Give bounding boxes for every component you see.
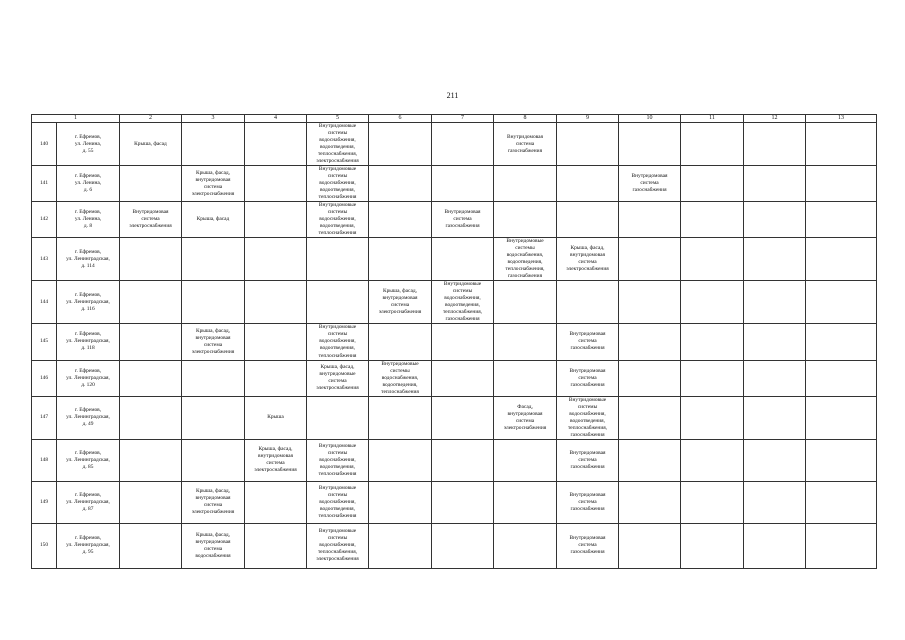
work-cell [806, 396, 877, 439]
work-cell [369, 523, 432, 568]
column-header: 11 [681, 115, 744, 123]
work-cell [744, 523, 806, 568]
header-row [32, 115, 877, 123]
work-cell: Крыша, фасад [182, 202, 245, 238]
work-cell [619, 123, 681, 166]
work-cell: Крыша, фасад, внутридомовая система электроснабжения [557, 238, 619, 281]
work-cell: Внутридомовые системы водоснабжения, водоотведения, теплоснабжения [307, 166, 369, 202]
work-cell [307, 396, 369, 439]
work-cell: Крыша [245, 396, 307, 439]
table-row [32, 238, 877, 281]
work-cell [120, 481, 182, 523]
work-cell [245, 360, 307, 396]
address-cell: г. Ефремов, ул. Ленина, д. 8 [57, 202, 120, 238]
work-cell [369, 123, 432, 166]
work-cell [681, 238, 744, 281]
column-header: 1 [32, 115, 120, 123]
work-cell [494, 324, 557, 360]
page-number: 211 [446, 91, 459, 100]
work-cell [744, 202, 806, 238]
work-cell [369, 202, 432, 238]
work-cell [369, 396, 432, 439]
row-number-cell: 144 [32, 281, 57, 324]
work-cell [806, 439, 877, 481]
work-cell [744, 396, 806, 439]
work-cell [432, 481, 494, 523]
table-row [32, 481, 877, 523]
work-cell: Крыша, фасад, внутридомовая система электроснабжения [182, 166, 245, 202]
table-row [32, 439, 877, 481]
address-cell: г. Ефремов, ул. Ленинградская, д. 87 [57, 481, 120, 523]
column-header: 9 [557, 115, 619, 123]
column-header: 6 [369, 115, 432, 123]
work-cell [245, 123, 307, 166]
work-cell: Внутридомовые системы водоснабжения, водоотведения, теплоснабжения, газоснабжения [494, 238, 557, 281]
work-cell [619, 202, 681, 238]
work-cell: Внутридомовые системы водоснабжения, водоотведения, теплоснабжения [307, 324, 369, 360]
work-cell [120, 166, 182, 202]
work-cell [744, 281, 806, 324]
work-cell: Внутридомовые системы водоснабжения, водоотведения, теплоснабжения [307, 439, 369, 481]
work-cell [245, 481, 307, 523]
work-cell [681, 281, 744, 324]
work-cell [182, 396, 245, 439]
work-cell: Внутридомовая система газоснабжения [619, 166, 681, 202]
work-cell [744, 360, 806, 396]
work-cell [557, 202, 619, 238]
work-cell [120, 324, 182, 360]
work-cell: Внутридомовые системы водоснабжения, теплоснабжения, электроснабжения [307, 523, 369, 568]
work-cell [806, 202, 877, 238]
table-row [32, 123, 877, 166]
table-row [32, 360, 877, 396]
work-cell [494, 481, 557, 523]
work-cell [681, 523, 744, 568]
work-cell [619, 360, 681, 396]
table-row [32, 202, 877, 238]
work-cell [245, 166, 307, 202]
work-cell [806, 166, 877, 202]
column-header: 8 [494, 115, 557, 123]
column-header: 10 [619, 115, 681, 123]
work-cell [432, 360, 494, 396]
work-cell [557, 281, 619, 324]
work-cell [369, 324, 432, 360]
work-cell [432, 166, 494, 202]
work-cell [182, 123, 245, 166]
work-cell: Внутридомовая система газоснабжения [557, 360, 619, 396]
work-cell [681, 166, 744, 202]
work-cell [744, 238, 806, 281]
work-cell [806, 360, 877, 396]
work-cell: Крыша, фасад, внутридомовая система электроснабжения [245, 439, 307, 481]
row-number-cell: 150 [32, 523, 57, 568]
work-cell [619, 281, 681, 324]
work-cell: Внутридомовые системы водоснабжения, водоотведения, теплоснабжения, электроснабжения [307, 123, 369, 166]
table-row [32, 281, 877, 324]
column-header: 5 [307, 115, 369, 123]
work-cell: Внутридомовая система газоснабжения [557, 324, 619, 360]
work-cell: Внутридомовая система газоснабжения [494, 123, 557, 166]
work-cell [432, 396, 494, 439]
work-cell: Внутридомовые системы водоснабжения, водоотведения, теплоснабжения, газоснабжения [557, 396, 619, 439]
work-cell [307, 238, 369, 281]
row-number-cell: 145 [32, 324, 57, 360]
work-cell [681, 324, 744, 360]
work-cell: Внутридомовые системы водоснабжения, водоотведения, теплоснабжения [307, 202, 369, 238]
work-cell [432, 238, 494, 281]
work-cell [369, 238, 432, 281]
work-cell [494, 281, 557, 324]
row-number-cell: 140 [32, 123, 57, 166]
work-cell [806, 324, 877, 360]
row-number-cell: 149 [32, 481, 57, 523]
work-cell [182, 238, 245, 281]
column-header: 13 [806, 115, 877, 123]
address-cell: г. Ефремов, ул. Ленинградская, д. 116 [57, 281, 120, 324]
work-cell [681, 202, 744, 238]
work-cell [494, 166, 557, 202]
work-cell: Фасад, внутридомовая система электроснабжения [494, 396, 557, 439]
row-number-cell: 143 [32, 238, 57, 281]
column-header: 3 [182, 115, 245, 123]
work-cell [120, 360, 182, 396]
work-cell: Крыша, фасад [120, 123, 182, 166]
work-cell [245, 238, 307, 281]
work-cell [120, 238, 182, 281]
work-cell: Внутридомовая система газоснабжения [557, 481, 619, 523]
work-cell [182, 360, 245, 396]
work-cell: Крыша, фасад, внутридомовая система электроснабжения [182, 481, 245, 523]
address-cell: г. Ефремов, ул. Ленинградская, д. 120 [57, 360, 120, 396]
work-cell: Крыша, фасад, внутридомовая система электроснабжения [182, 324, 245, 360]
work-cell [494, 439, 557, 481]
work-cell [619, 481, 681, 523]
work-cell [245, 202, 307, 238]
work-cell [557, 123, 619, 166]
work-cell: Внутридомовые системы водоснабжения, водоотведения, теплоснабжения [369, 360, 432, 396]
work-cell [806, 123, 877, 166]
work-cell [494, 523, 557, 568]
work-cell [307, 281, 369, 324]
work-cell [120, 281, 182, 324]
work-cell: Внутридомовая система газоснабжения [557, 523, 619, 568]
row-number-cell: 141 [32, 166, 57, 202]
work-cell [369, 166, 432, 202]
column-header: 2 [120, 115, 182, 123]
address-cell: г. Ефремов, ул. Ленинградская, д. 95 [57, 523, 120, 568]
work-cell [245, 324, 307, 360]
work-cell [681, 481, 744, 523]
address-cell: г. Ефремов, ул. Ленина, д. 6 [57, 166, 120, 202]
work-cell [806, 481, 877, 523]
column-header: 7 [432, 115, 494, 123]
row-number-cell: 148 [32, 439, 57, 481]
work-cell [681, 439, 744, 481]
work-cell [681, 396, 744, 439]
address-cell: г. Ефремов, ул. Ленинградская, д. 85 [57, 439, 120, 481]
work-cell: Внутридомовые системы водоснабжения, водоотведения, теплоснабжения [307, 481, 369, 523]
work-cell [432, 123, 494, 166]
work-cell [619, 523, 681, 568]
row-number-cell: 146 [32, 360, 57, 396]
work-cell: Крыша, фасад, внутридомовая система водоснабжения [182, 523, 245, 568]
work-cell [369, 481, 432, 523]
work-cell [681, 360, 744, 396]
work-cell [619, 238, 681, 281]
column-header: 4 [245, 115, 307, 123]
work-cell: Крыша, фасад, внутридомовая система электроснабжения [369, 281, 432, 324]
work-cell: Внутридомовая система газоснабжения [557, 439, 619, 481]
table-row [32, 396, 877, 439]
work-cell [182, 439, 245, 481]
work-cell [432, 523, 494, 568]
work-cell [744, 324, 806, 360]
work-cell: Крыша, фасад, внутридомовые система электроснабжения [307, 360, 369, 396]
column-header: 12 [744, 115, 806, 123]
work-cell [806, 281, 877, 324]
work-cell [432, 324, 494, 360]
work-cell [681, 123, 744, 166]
work-cell: Внутридомовая система газоснабжения [432, 202, 494, 238]
row-number-cell: 142 [32, 202, 57, 238]
work-cell [245, 281, 307, 324]
work-cell: Внутридомовые системы водоснабжения, водоотведения, теплоснабжения, газоснабжения [432, 281, 494, 324]
work-cell [120, 439, 182, 481]
work-cell [557, 166, 619, 202]
address-cell: г. Ефремов, ул. Ленинградская, д. 49 [57, 396, 120, 439]
work-cell [744, 481, 806, 523]
address-cell: г. Ефремов, ул. Ленина, д. 55 [57, 123, 120, 166]
work-cell [494, 202, 557, 238]
work-cell [619, 439, 681, 481]
repair-schedule-table [31, 114, 877, 569]
address-cell: г. Ефремов, ул. Ленинградская, д. 118 [57, 324, 120, 360]
work-cell [245, 523, 307, 568]
work-cell [369, 439, 432, 481]
table-row [32, 166, 877, 202]
work-cell [806, 238, 877, 281]
work-cell: Внутридомовая система электроснабжения [120, 202, 182, 238]
row-number-cell: 147 [32, 396, 57, 439]
work-cell [182, 281, 245, 324]
work-cell [806, 523, 877, 568]
work-cell [619, 324, 681, 360]
table-row [32, 523, 877, 568]
work-cell [744, 439, 806, 481]
work-cell [744, 166, 806, 202]
table-body [32, 123, 877, 569]
work-cell [432, 439, 494, 481]
work-cell [619, 396, 681, 439]
work-cell [120, 523, 182, 568]
address-cell: г. Ефремов, ул. Ленинградская, д. 114 [57, 238, 120, 281]
work-cell [744, 123, 806, 166]
work-cell [120, 396, 182, 439]
table-row [32, 324, 877, 360]
work-cell [494, 360, 557, 396]
